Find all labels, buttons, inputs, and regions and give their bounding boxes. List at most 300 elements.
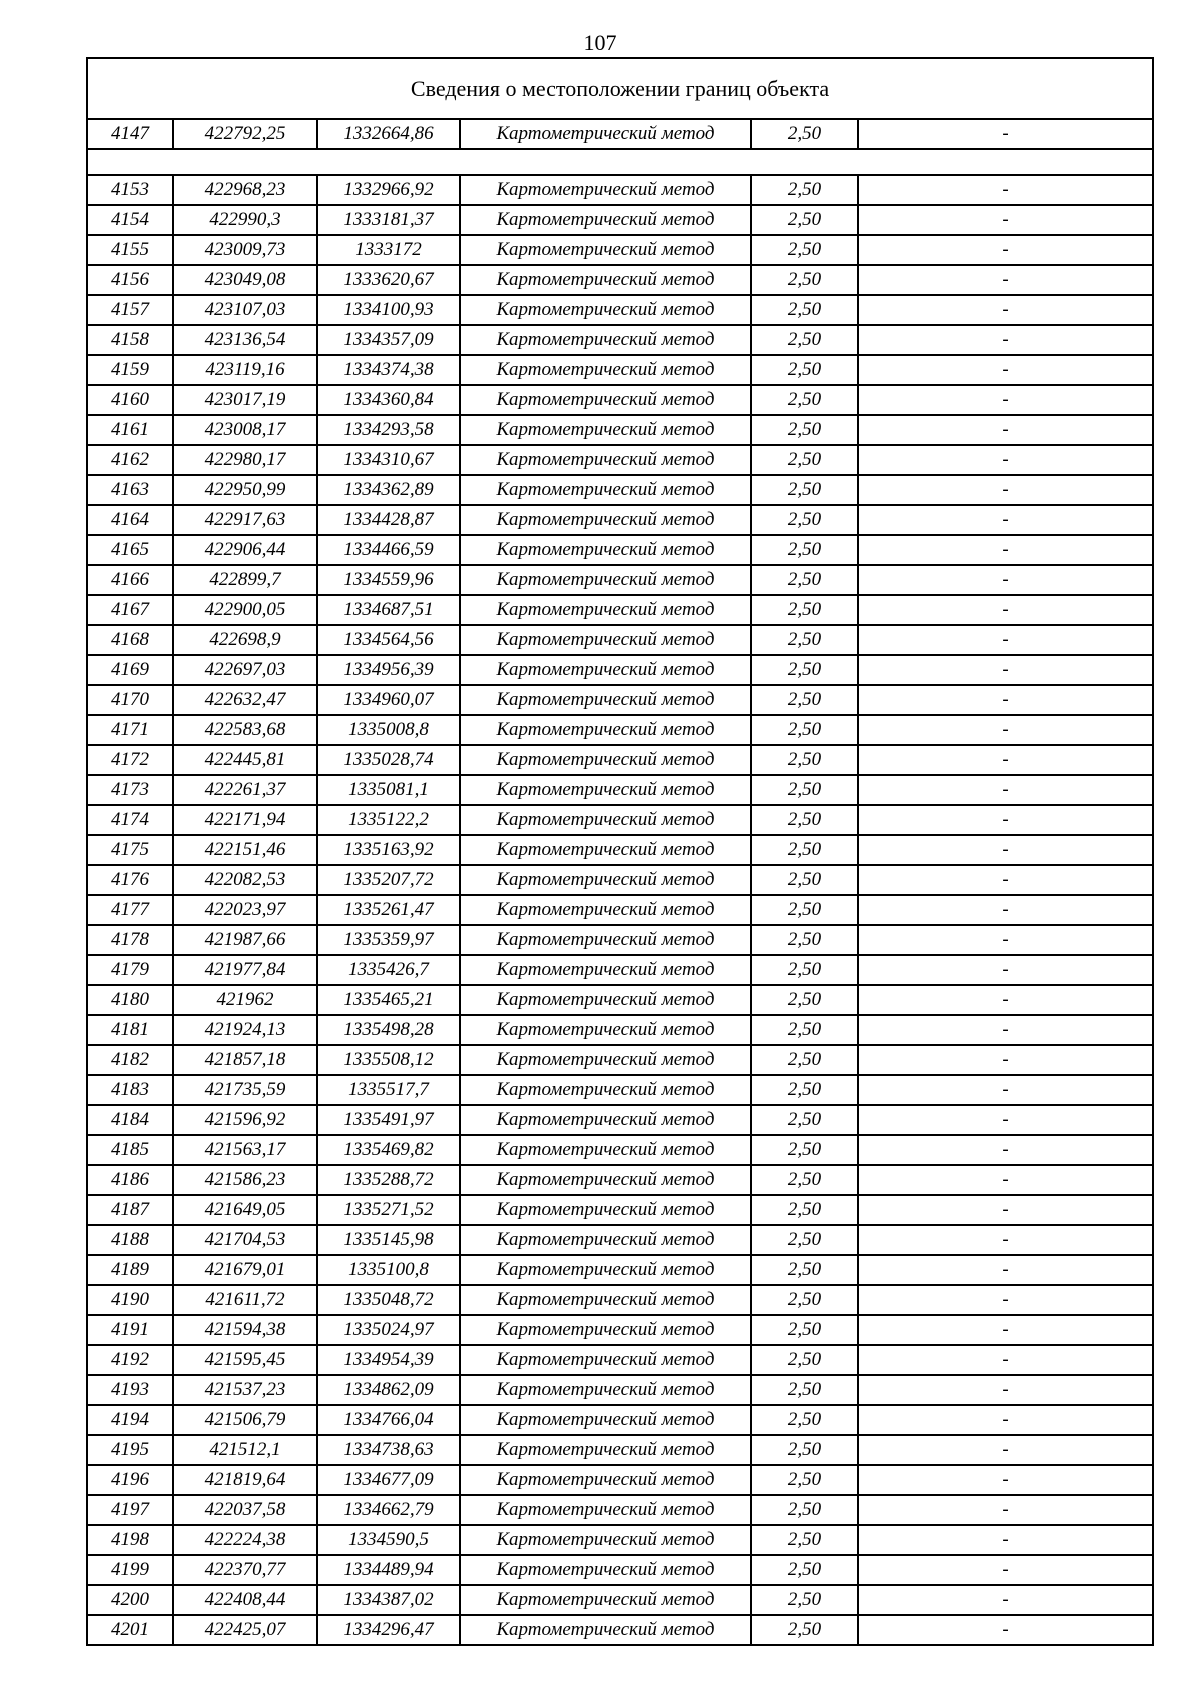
table-row	[87, 1045, 1153, 1075]
method-cell: Картометрический метод	[460, 1465, 751, 1495]
point-number-cell: 4195	[87, 1435, 173, 1465]
point-number-cell: 4164	[87, 505, 173, 535]
note-cell: -	[858, 655, 1153, 685]
table-row	[87, 235, 1153, 265]
note-cell: -	[858, 119, 1153, 149]
accuracy-cell: 2,50	[751, 1405, 858, 1435]
note-cell: -	[858, 1285, 1153, 1315]
table-row	[87, 625, 1153, 655]
y-coordinate-cell: 1334677,09	[317, 1465, 460, 1495]
y-coordinate-cell: 1334387,02	[317, 1585, 460, 1615]
note-cell: -	[858, 505, 1153, 535]
y-coordinate-cell: 1333181,37	[317, 205, 460, 235]
y-coordinate-cell: 1335145,98	[317, 1225, 460, 1255]
y-coordinate-cell: 1335498,28	[317, 1015, 460, 1045]
method-cell: Картометрический метод	[460, 415, 751, 445]
note-cell: -	[858, 1585, 1153, 1615]
point-number-cell: 4160	[87, 385, 173, 415]
accuracy-cell: 2,50	[751, 625, 858, 655]
method-cell: Картометрический метод	[460, 265, 751, 295]
note-cell: -	[858, 1075, 1153, 1105]
table-row	[87, 1495, 1153, 1525]
y-coordinate-cell: 1335359,97	[317, 925, 460, 955]
point-number-cell: 4175	[87, 835, 173, 865]
accuracy-cell: 2,50	[751, 775, 858, 805]
point-number-cell: 4182	[87, 1045, 173, 1075]
x-coordinate-cell: 421962	[173, 985, 317, 1015]
point-number-cell: 4196	[87, 1465, 173, 1495]
accuracy-cell: 2,50	[751, 685, 858, 715]
table-row	[87, 745, 1153, 775]
method-cell: Картометрический метод	[460, 565, 751, 595]
x-coordinate-cell: 421819,64	[173, 1465, 317, 1495]
note-cell: -	[858, 265, 1153, 295]
point-number-cell: 4168	[87, 625, 173, 655]
point-number-cell: 4184	[87, 1105, 173, 1135]
table-row	[87, 1585, 1153, 1615]
note-cell: -	[858, 715, 1153, 745]
note-cell: -	[858, 685, 1153, 715]
accuracy-cell: 2,50	[751, 1225, 858, 1255]
point-number-cell: 4190	[87, 1285, 173, 1315]
table-row	[87, 385, 1153, 415]
x-coordinate-cell: 421594,38	[173, 1315, 317, 1345]
note-cell: -	[858, 1375, 1153, 1405]
y-coordinate-cell: 1332966,92	[317, 175, 460, 205]
x-coordinate-cell: 422445,81	[173, 745, 317, 775]
point-number-cell: 4183	[87, 1075, 173, 1105]
table-row	[87, 1435, 1153, 1465]
table-row	[87, 1105, 1153, 1135]
accuracy-cell: 2,50	[751, 1375, 858, 1405]
method-cell: Картометрический метод	[460, 1615, 751, 1645]
method-cell: Картометрический метод	[460, 625, 751, 655]
y-coordinate-cell: 1334954,39	[317, 1345, 460, 1375]
y-coordinate-cell: 1334310,67	[317, 445, 460, 475]
y-coordinate-cell: 1335081,1	[317, 775, 460, 805]
x-coordinate-cell: 422900,05	[173, 595, 317, 625]
method-cell: Картометрический метод	[460, 1435, 751, 1465]
accuracy-cell: 2,50	[751, 265, 858, 295]
accuracy-cell: 2,50	[751, 595, 858, 625]
x-coordinate-cell: 421563,17	[173, 1135, 317, 1165]
note-cell: -	[858, 625, 1153, 655]
table-row	[87, 1375, 1153, 1405]
x-coordinate-cell: 421611,72	[173, 1285, 317, 1315]
table-row	[87, 325, 1153, 355]
x-coordinate-cell: 421704,53	[173, 1225, 317, 1255]
method-cell: Картометрический метод	[460, 1195, 751, 1225]
table-row	[87, 1135, 1153, 1165]
x-coordinate-cell: 423008,17	[173, 415, 317, 445]
accuracy-cell: 2,50	[751, 235, 858, 265]
note-cell: -	[858, 895, 1153, 925]
y-coordinate-cell: 1334590,5	[317, 1525, 460, 1555]
accuracy-cell: 2,50	[751, 715, 858, 745]
point-number-cell: 4156	[87, 265, 173, 295]
method-cell: Картометрический метод	[460, 1555, 751, 1585]
point-number-cell: 4158	[87, 325, 173, 355]
note-cell: -	[858, 565, 1153, 595]
x-coordinate-cell: 422950,99	[173, 475, 317, 505]
x-coordinate-cell: 422990,3	[173, 205, 317, 235]
table-row	[87, 955, 1153, 985]
accuracy-cell: 2,50	[751, 1015, 858, 1045]
note-cell: -	[858, 1255, 1153, 1285]
y-coordinate-cell: 1334687,51	[317, 595, 460, 625]
y-coordinate-cell: 1332664,86	[317, 119, 460, 149]
accuracy-cell: 2,50	[751, 475, 858, 505]
note-cell: -	[858, 745, 1153, 775]
accuracy-cell: 2,50	[751, 535, 858, 565]
note-cell: -	[858, 835, 1153, 865]
y-coordinate-cell: 1334362,89	[317, 475, 460, 505]
note-cell: -	[858, 985, 1153, 1015]
note-cell: -	[858, 415, 1153, 445]
accuracy-cell: 2,50	[751, 1045, 858, 1075]
method-cell: Картометрический метод	[460, 1075, 751, 1105]
table-row	[87, 775, 1153, 805]
y-coordinate-cell: 1334489,94	[317, 1555, 460, 1585]
point-number-cell: 4199	[87, 1555, 173, 1585]
point-number-cell: 4180	[87, 985, 173, 1015]
x-coordinate-cell: 422261,37	[173, 775, 317, 805]
y-coordinate-cell: 1335207,72	[317, 865, 460, 895]
y-coordinate-cell: 1334559,96	[317, 565, 460, 595]
x-coordinate-cell: 423017,19	[173, 385, 317, 415]
accuracy-cell: 2,50	[751, 895, 858, 925]
accuracy-cell: 2,50	[751, 355, 858, 385]
note-cell: -	[858, 1045, 1153, 1075]
method-cell: Картометрический метод	[460, 325, 751, 355]
x-coordinate-cell: 421537,23	[173, 1375, 317, 1405]
y-coordinate-cell: 1334360,84	[317, 385, 460, 415]
method-cell: Картометрический метод	[460, 1315, 751, 1345]
method-cell: Картометрический метод	[460, 1045, 751, 1075]
point-number-cell: 4200	[87, 1585, 173, 1615]
accuracy-cell: 2,50	[751, 805, 858, 835]
y-coordinate-cell: 1335491,97	[317, 1105, 460, 1135]
table-row	[87, 355, 1153, 385]
method-cell: Картометрический метод	[460, 1285, 751, 1315]
note-cell: -	[858, 175, 1153, 205]
table-row	[87, 805, 1153, 835]
method-cell: Картометрический метод	[460, 385, 751, 415]
x-coordinate-cell: 421987,66	[173, 925, 317, 955]
point-number-cell: 4197	[87, 1495, 173, 1525]
method-cell: Картометрический метод	[460, 925, 751, 955]
y-coordinate-cell: 1334956,39	[317, 655, 460, 685]
table-row	[87, 1525, 1153, 1555]
accuracy-cell: 2,50	[751, 175, 858, 205]
note-cell: -	[858, 295, 1153, 325]
method-cell: Картометрический метод	[460, 535, 751, 565]
table-body	[87, 58, 1153, 1645]
y-coordinate-cell: 1335469,82	[317, 1135, 460, 1165]
x-coordinate-cell: 422968,23	[173, 175, 317, 205]
point-number-cell: 4147	[87, 119, 173, 149]
accuracy-cell: 2,50	[751, 1105, 858, 1135]
x-coordinate-cell: 421857,18	[173, 1045, 317, 1075]
table-row	[87, 715, 1153, 745]
method-cell: Картометрический метод	[460, 1495, 751, 1525]
point-number-cell: 4192	[87, 1345, 173, 1375]
note-cell: -	[858, 865, 1153, 895]
note-cell: -	[858, 1615, 1153, 1645]
method-cell: Картометрический метод	[460, 205, 751, 235]
method-cell: Картометрический метод	[460, 715, 751, 745]
x-coordinate-cell: 423107,03	[173, 295, 317, 325]
x-coordinate-cell: 422224,38	[173, 1525, 317, 1555]
method-cell: Картометрический метод	[460, 505, 751, 535]
table-title-row	[87, 58, 1153, 119]
x-coordinate-cell: 422583,68	[173, 715, 317, 745]
method-cell: Картометрический метод	[460, 355, 751, 385]
note-cell: -	[858, 355, 1153, 385]
y-coordinate-cell: 1335024,97	[317, 1315, 460, 1345]
x-coordinate-cell: 422425,07	[173, 1615, 317, 1645]
boundary-coordinates-table	[86, 57, 1154, 1646]
method-cell: Картометрический метод	[460, 805, 751, 835]
y-coordinate-cell: 1334100,93	[317, 295, 460, 325]
table-row	[87, 1075, 1153, 1105]
y-coordinate-cell: 1334296,47	[317, 1615, 460, 1645]
accuracy-cell: 2,50	[751, 325, 858, 355]
y-coordinate-cell: 1334357,09	[317, 325, 460, 355]
table-row	[87, 895, 1153, 925]
y-coordinate-cell: 1335122,2	[317, 805, 460, 835]
method-cell: Картометрический метод	[460, 119, 751, 149]
note-cell: -	[858, 955, 1153, 985]
point-number-cell: 4191	[87, 1315, 173, 1345]
y-coordinate-cell: 1335288,72	[317, 1165, 460, 1195]
table-row	[87, 1225, 1153, 1255]
note-cell: -	[858, 1555, 1153, 1585]
accuracy-cell: 2,50	[751, 1585, 858, 1615]
note-cell: -	[858, 775, 1153, 805]
accuracy-cell: 2,50	[751, 1525, 858, 1555]
accuracy-cell: 2,50	[751, 505, 858, 535]
point-number-cell: 4167	[87, 595, 173, 625]
x-coordinate-cell: 421512,1	[173, 1435, 317, 1465]
y-coordinate-cell: 1334862,09	[317, 1375, 460, 1405]
accuracy-cell: 2,50	[751, 1615, 858, 1645]
y-coordinate-cell: 1335465,21	[317, 985, 460, 1015]
method-cell: Картометрический метод	[460, 985, 751, 1015]
method-cell: Картометрический метод	[460, 865, 751, 895]
note-cell: -	[858, 205, 1153, 235]
method-cell: Картометрический метод	[460, 1525, 751, 1555]
method-cell: Картометрический метод	[460, 445, 751, 475]
accuracy-cell: 2,50	[751, 385, 858, 415]
point-number-cell: 4170	[87, 685, 173, 715]
x-coordinate-cell: 421506,79	[173, 1405, 317, 1435]
x-coordinate-cell: 421679,01	[173, 1255, 317, 1285]
point-number-cell: 4169	[87, 655, 173, 685]
table-row	[87, 685, 1153, 715]
method-cell: Картометрический метод	[460, 835, 751, 865]
x-coordinate-cell: 422899,7	[173, 565, 317, 595]
gap-row	[87, 149, 1153, 175]
accuracy-cell: 2,50	[751, 565, 858, 595]
point-number-cell: 4174	[87, 805, 173, 835]
table-row	[87, 1615, 1153, 1645]
accuracy-cell: 2,50	[751, 925, 858, 955]
point-number-cell: 4194	[87, 1405, 173, 1435]
point-number-cell: 4163	[87, 475, 173, 505]
x-coordinate-cell: 421924,13	[173, 1015, 317, 1045]
note-cell: -	[858, 1435, 1153, 1465]
method-cell: Картометрический метод	[460, 235, 751, 265]
method-cell: Картометрический метод	[460, 475, 751, 505]
note-cell: -	[858, 595, 1153, 625]
y-coordinate-cell: 1335163,92	[317, 835, 460, 865]
method-cell: Картометрический метод	[460, 1105, 751, 1135]
x-coordinate-cell: 423009,73	[173, 235, 317, 265]
y-coordinate-cell: 1335261,47	[317, 895, 460, 925]
point-number-cell: 4154	[87, 205, 173, 235]
method-cell: Картометрический метод	[460, 1375, 751, 1405]
table-row	[87, 655, 1153, 685]
x-coordinate-cell: 422082,53	[173, 865, 317, 895]
note-cell: -	[858, 925, 1153, 955]
accuracy-cell: 2,50	[751, 1195, 858, 1225]
x-coordinate-cell: 422171,94	[173, 805, 317, 835]
point-number-cell: 4186	[87, 1165, 173, 1195]
note-cell: -	[858, 1345, 1153, 1375]
method-cell: Картометрический метод	[460, 955, 751, 985]
y-coordinate-cell: 1334428,87	[317, 505, 460, 535]
method-cell: Картометрический метод	[460, 1345, 751, 1375]
table-row	[87, 595, 1153, 625]
method-cell: Картометрический метод	[460, 745, 751, 775]
table-row	[87, 1555, 1153, 1585]
x-coordinate-cell: 422151,46	[173, 835, 317, 865]
method-cell: Картометрический метод	[460, 1135, 751, 1165]
table-row	[87, 119, 1153, 149]
table-row	[87, 295, 1153, 325]
method-cell: Картометрический метод	[460, 1225, 751, 1255]
table-row	[87, 265, 1153, 295]
note-cell: -	[858, 1315, 1153, 1345]
note-cell: -	[858, 385, 1153, 415]
point-number-cell: 4201	[87, 1615, 173, 1645]
accuracy-cell: 2,50	[751, 205, 858, 235]
y-coordinate-cell: 1335517,7	[317, 1075, 460, 1105]
table-row	[87, 535, 1153, 565]
y-coordinate-cell: 1334766,04	[317, 1405, 460, 1435]
y-coordinate-cell: 1335008,8	[317, 715, 460, 745]
table-row	[87, 1195, 1153, 1225]
accuracy-cell: 2,50	[751, 655, 858, 685]
accuracy-cell: 2,50	[751, 1345, 858, 1375]
point-number-cell: 4161	[87, 415, 173, 445]
accuracy-cell: 2,50	[751, 1285, 858, 1315]
accuracy-cell: 2,50	[751, 295, 858, 325]
point-number-cell: 4166	[87, 565, 173, 595]
x-coordinate-cell: 421977,84	[173, 955, 317, 985]
accuracy-cell: 2,50	[751, 1255, 858, 1285]
accuracy-cell: 2,50	[751, 955, 858, 985]
table-row	[87, 1165, 1153, 1195]
method-cell: Картометрический метод	[460, 1405, 751, 1435]
point-number-cell: 4189	[87, 1255, 173, 1285]
y-coordinate-cell: 1334293,58	[317, 415, 460, 445]
point-number-cell: 4185	[87, 1135, 173, 1165]
accuracy-cell: 2,50	[751, 1135, 858, 1165]
y-coordinate-cell: 1334564,56	[317, 625, 460, 655]
note-cell: -	[858, 235, 1153, 265]
point-number-cell: 4178	[87, 925, 173, 955]
x-coordinate-cell: 422792,25	[173, 119, 317, 149]
y-coordinate-cell: 1333620,67	[317, 265, 460, 295]
table-row	[87, 985, 1153, 1015]
accuracy-cell: 2,50	[751, 119, 858, 149]
x-coordinate-cell: 423136,54	[173, 325, 317, 355]
table-row	[87, 505, 1153, 535]
point-number-cell: 4176	[87, 865, 173, 895]
method-cell: Картометрический метод	[460, 595, 751, 625]
note-cell: -	[858, 535, 1153, 565]
page-number: 107	[583, 30, 617, 55]
y-coordinate-cell: 1335508,12	[317, 1045, 460, 1075]
x-coordinate-cell: 421596,92	[173, 1105, 317, 1135]
point-number-cell: 4181	[87, 1015, 173, 1045]
table-row	[87, 565, 1153, 595]
table-row	[87, 1405, 1153, 1435]
table-row	[87, 1315, 1153, 1345]
accuracy-cell: 2,50	[751, 1315, 858, 1345]
point-number-cell: 4179	[87, 955, 173, 985]
table-row	[87, 175, 1153, 205]
table-row	[87, 1345, 1153, 1375]
point-number-cell: 4165	[87, 535, 173, 565]
table-row	[87, 835, 1153, 865]
accuracy-cell: 2,50	[751, 745, 858, 775]
x-coordinate-cell: 422917,63	[173, 505, 317, 535]
point-number-cell: 4172	[87, 745, 173, 775]
point-number-cell: 4187	[87, 1195, 173, 1225]
table-row	[87, 1465, 1153, 1495]
x-coordinate-cell: 422906,44	[173, 535, 317, 565]
accuracy-cell: 2,50	[751, 1465, 858, 1495]
table-row	[87, 865, 1153, 895]
accuracy-cell: 2,50	[751, 1495, 858, 1525]
point-number-cell: 4188	[87, 1225, 173, 1255]
y-coordinate-cell: 1334960,07	[317, 685, 460, 715]
method-cell: Картометрический метод	[460, 1585, 751, 1615]
x-coordinate-cell: 422980,17	[173, 445, 317, 475]
method-cell: Картометрический метод	[460, 775, 751, 805]
method-cell: Картометрический метод	[460, 1255, 751, 1285]
point-number-cell: 4159	[87, 355, 173, 385]
point-number-cell: 4162	[87, 445, 173, 475]
x-coordinate-cell: 423049,08	[173, 265, 317, 295]
accuracy-cell: 2,50	[751, 1435, 858, 1465]
accuracy-cell: 2,50	[751, 445, 858, 475]
accuracy-cell: 2,50	[751, 865, 858, 895]
method-cell: Картометрический метод	[460, 295, 751, 325]
point-number-cell: 4198	[87, 1525, 173, 1555]
accuracy-cell: 2,50	[751, 1555, 858, 1585]
method-cell: Картометрический метод	[460, 1015, 751, 1045]
y-coordinate-cell: 1334374,38	[317, 355, 460, 385]
accuracy-cell: 2,50	[751, 985, 858, 1015]
note-cell: -	[858, 1135, 1153, 1165]
x-coordinate-cell: 422632,47	[173, 685, 317, 715]
table-row	[87, 415, 1153, 445]
table-row	[87, 475, 1153, 505]
